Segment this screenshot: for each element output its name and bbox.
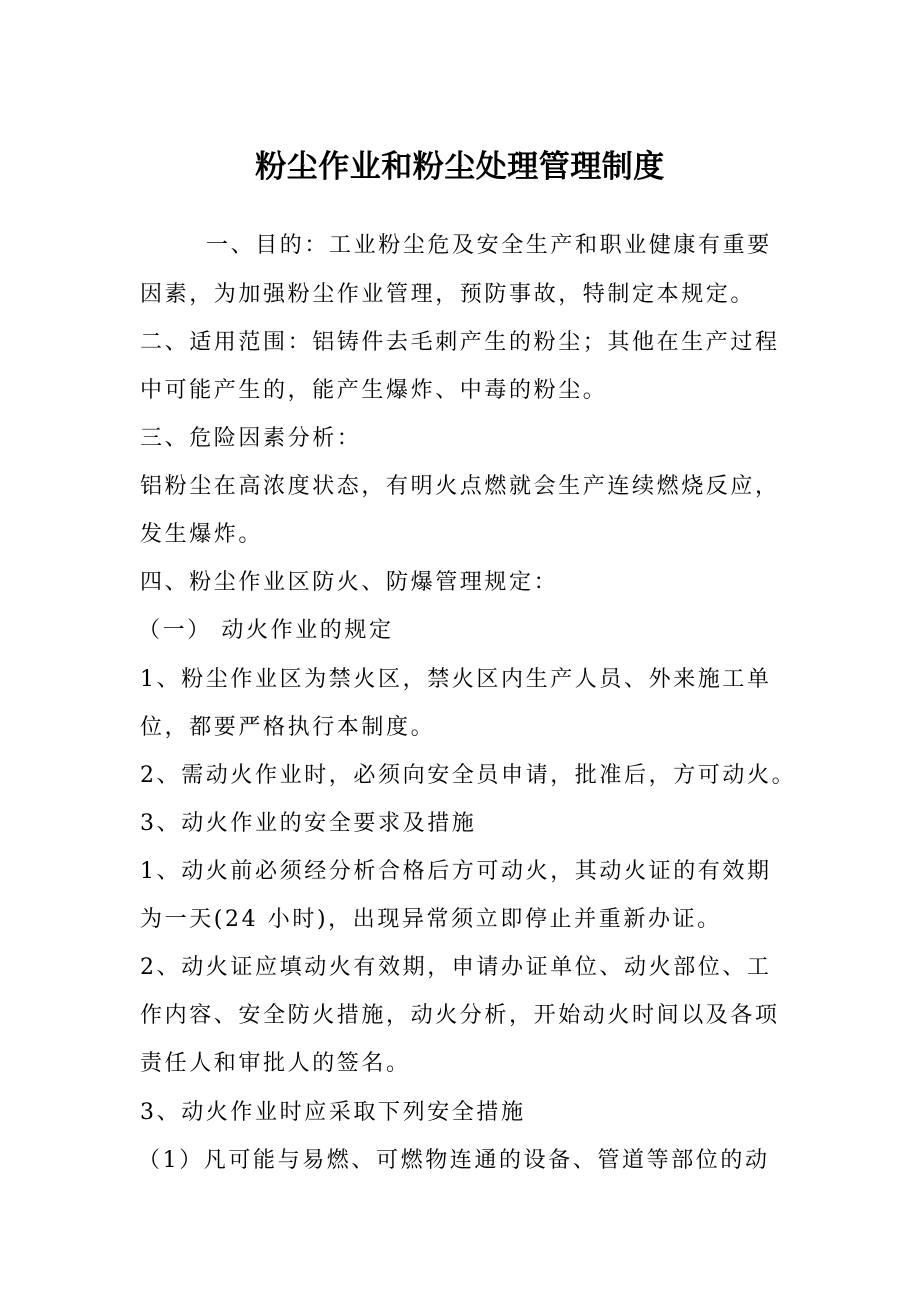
line-text: 一、目的：工业粉尘危及安全生产和职业健康有重要 [206,233,772,258]
paragraph-line: 为一天(24 小时)，出现异常须立即停止并重新办证。 [140,907,722,932]
section-heading: 四、粉尘作业区防火、防爆管理规定： [140,570,559,595]
paragraph-line: 作内容、安全防火措施，动火分析，开始动火时间以及各项 [140,1003,780,1028]
paragraph-line: 责任人和审批人的签名。 [140,1051,411,1076]
paragraph-line: 铝粉尘在高浓度状态，有明火点燃就会生产连续燃烧反应， [140,474,780,499]
list-item: 2、动火证应填动火有效期，申请办证单位、动火部位、工 [140,955,772,980]
list-item: 2、需动火作业时，必须向安全员申请，批准后，方可动火。 [140,763,797,788]
paragraph-line [140,229,772,263]
section-heading: 三、危险因素分析： [140,426,362,451]
subsection-heading: （一） 动火作业的规定 [138,618,394,643]
list-item: 3、动火作业的安全要求及措施 [140,811,477,836]
paragraph-line: 因素，为加强粉尘作业管理，预防事故，特制定本规定。 [140,282,756,307]
list-item: 3、动火作业时应采取下列安全措施 [140,1100,526,1125]
list-item: 1、动火前必须经分析合格后方可动火，其动火证的有效期 [140,859,772,884]
list-item: （1）凡可能与易燃、可燃物连通的设备、管道等部位的动 [138,1148,770,1173]
document-title: 粉尘作业和粉尘处理管理制度 [255,149,665,185]
paragraph-line: 位，都要严格执行本制度。 [140,715,436,740]
paragraph-line: 中可能产生的，能产生爆炸、中毒的粉尘。 [140,378,608,403]
list-item: 1、粉尘作业区为禁火区，禁火区内生产人员、外来施工单 [140,667,772,692]
paragraph-line: 发生爆炸。 [140,522,264,547]
paragraph-line: 二、适用范围：铝铸件去毛刺产生的粉尘；其他在生产过程 [140,330,780,355]
